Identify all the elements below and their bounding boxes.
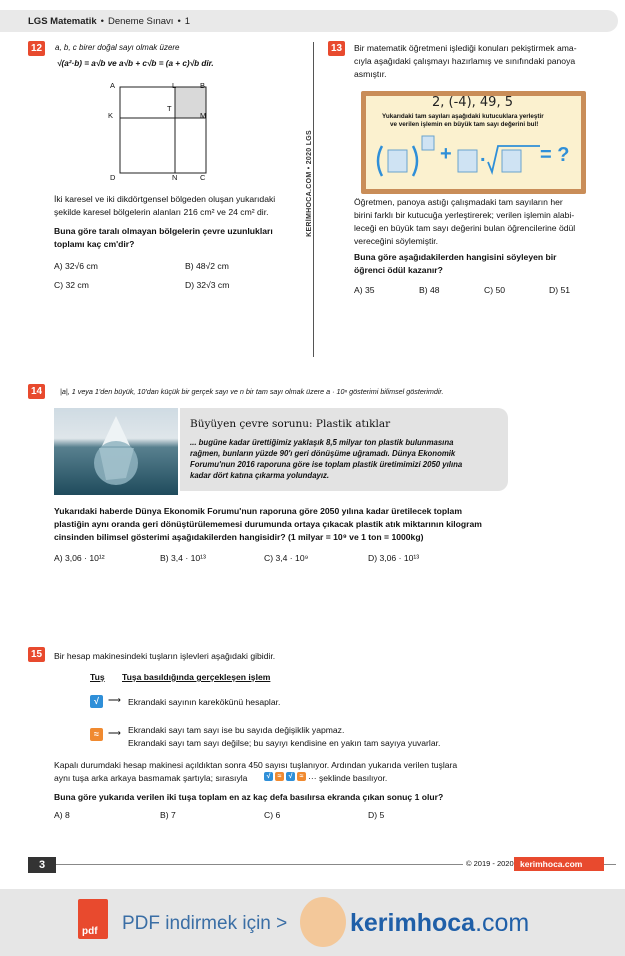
q15-question: Buna göre yukarıda verilen iki tuşa toplam en az kaç defa basılırsa ekranda çıkan sonuç 1 olur?	[54, 792, 444, 802]
banner-site[interactable]: kerimhoca.com	[350, 909, 530, 937]
header-part: 1	[184, 16, 191, 27]
label-M: M	[200, 111, 207, 120]
news-text-3: Forumu'nun 2016 raporuna göre ise toplam plastik üretimimizi 2050 yılına	[190, 460, 463, 469]
mascot-avatar	[300, 897, 346, 947]
news-text-4: kadar dört katına çıkarma yolundayız.	[190, 471, 330, 480]
arrow-icon: ⟶	[108, 728, 121, 738]
q12-given: a, b, c birer doğal sayı olmak üzere	[55, 43, 180, 52]
table-header-key: Tuş	[90, 672, 105, 682]
page-number: 3	[28, 857, 56, 873]
q13-option-a[interactable]: A) 35	[354, 285, 375, 295]
q15-intro: Bir hesap makinesindeki tuşların işlevleri aşağıdaki gibidir.	[54, 651, 276, 661]
q14-option-c[interactable]: C) 3,4 · 10⁹	[264, 553, 309, 563]
iceberg-plastic-image	[54, 408, 178, 495]
side-watermark: KERİMHOCA.COM • 2020 LGS	[306, 130, 313, 237]
q13-text-6: leceği en büyük tam sayı değerini bulan öğrencilerine ödül	[354, 223, 576, 233]
label-T: T	[167, 104, 172, 113]
news-title: Büyüyen çevre sorunu: Plastik atıklar	[190, 418, 391, 430]
label-N: N	[172, 173, 178, 182]
q13-option-d[interactable]: D) 51	[549, 285, 571, 295]
header-exam: Deneme Sınavı	[107, 16, 174, 27]
sqrt-key-icon: √	[286, 772, 295, 781]
q12-question-1: Buna göre taralı olmayan bölgelerin çevre uzunlukları	[54, 226, 273, 236]
q15-option-c[interactable]: C) 6	[264, 810, 281, 820]
q12-text-2: şekilde karesel bölgelerin alanları 216 cm² ve 24 cm² dir.	[54, 207, 269, 217]
q12-option-b[interactable]: B) 48√2 cm	[185, 261, 229, 271]
board-dot: .	[480, 144, 486, 166]
q12-question-2: toplamı kaç cm'dir?	[54, 239, 135, 249]
q15-option-b[interactable]: B) 7	[160, 810, 176, 820]
sqrt-key-icon: √	[264, 772, 273, 781]
board-plus: +	[440, 143, 452, 165]
q15-option-d[interactable]: D) 5	[368, 810, 385, 820]
q12-formula: √(a²·b) = a√b ve a√b + c√b = (a + c)√b dir.	[57, 59, 214, 68]
label-D: D	[110, 173, 116, 182]
copyright: © 2019 - 2020	[463, 859, 517, 868]
key2-description-1: Ekrandaki sayı tam sayı ise bu sayıda değişiklik yapmaz.	[128, 725, 345, 735]
q15-text-2: aynı tuşa arka arkaya basmamak şartıyla; sırasıyla	[54, 773, 248, 783]
q13-text-line1: Bir matematik öğretmeni işlediği konuları pekiştirmek ama-	[354, 43, 577, 53]
question-number: 15	[28, 647, 45, 662]
round-key-icon: ≈	[275, 772, 284, 781]
board-numbers: 2, (-4), 49, 5	[432, 95, 513, 110]
column-divider	[313, 42, 314, 357]
board-equals: = ?	[540, 144, 570, 166]
q13-option-c[interactable]: C) 50	[484, 285, 506, 295]
question-number: 13	[328, 41, 345, 56]
key2-description-2: Ekrandaki sayı tam sayı değilse; bu sayıyı kendisine en yakın tam sayıya yuvarlar.	[128, 738, 441, 748]
q12-square-figure	[105, 78, 220, 183]
label-K: K	[108, 111, 114, 120]
q14-question-2: plastiğin aynı oranda geri dönüştürülememesi durumunda ortaya çıkacak plastik atık miktarının kilogram	[54, 519, 482, 529]
q13-text-line2: cıyla aşağıdaki çalışmayı hazırlamış ve sınıfındaki panoya	[354, 56, 576, 66]
q14-option-b[interactable]: B) 3,4 · 10¹³	[160, 553, 206, 563]
question-number: 12	[28, 41, 45, 56]
round-key-icon: ≈	[297, 772, 306, 781]
q15-option-a[interactable]: A) 8	[54, 810, 70, 820]
table-header-action: Tuşa basıldığında gerçekleşen işlem	[122, 672, 271, 682]
q13-question-2: öğrenci ödül kazanır?	[354, 265, 443, 275]
q12-option-d[interactable]: D) 32√3 cm	[185, 280, 230, 290]
label-A: A	[110, 81, 116, 90]
q13-text-7: vereceğini söylemiştir.	[354, 236, 439, 246]
q12-text-1: İki karesel ve iki dikdörtgensel bölgeden oluşan yukarıdaki	[54, 194, 276, 204]
q13-text-4: Öğretmen, panoya astığı çalışmadaki tam sayıların her	[354, 197, 563, 207]
q13-text-line3: asmıştır.	[354, 69, 387, 79]
q14-question-3: cinsinden bilimsel gösterimi aşağıdakilerden hangisidir? (1 milyar = 10⁹ ve 1 ton = 1000kg)	[54, 532, 424, 542]
q13-question-1: Buna göre aşağıdakilerden hangisini söyleyen bir	[354, 252, 557, 262]
header-subject: LGS Matematik	[28, 16, 97, 27]
q14-option-d[interactable]: D) 3,06 · 10¹³	[368, 553, 420, 563]
header-title: LGS Matematik • Deneme Sınavı • 1	[28, 16, 191, 27]
q14-intro: |a|, 1 veya 1'den büyük, 10'dan küçük bir gerçek sayı ve n bir tam sayı olmak üzere a · 10ⁿ gösterimi bilimsel gösterimdir.	[60, 387, 444, 396]
q15-text-3: ··· şeklinde basılıyor.	[308, 773, 388, 783]
key1-description: Ekrandaki sayının karekökünü hesaplar.	[128, 697, 281, 707]
q15-text-1: Kapalı durumdaki hesap makinesi açıldıktan sonra 450 sayısı tuşlanıyor. Ardından yukarıda verilen tuşlara	[54, 760, 458, 770]
q14-option-a[interactable]: A) 3,06 · 10¹²	[54, 553, 105, 563]
label-L: L	[172, 81, 177, 90]
news-text-1: ... bugüne kadar ürettiğimiz yaklaşık 8,5 milyar ton plastik bulunmasına	[190, 438, 454, 447]
q12-option-a[interactable]: A) 32√6 cm	[54, 261, 98, 271]
label-C: C	[200, 173, 206, 182]
news-text-2: rağmen, bunların yüzde 90'ı geri dönüşüme uğramadı. Dünya Ekonomik	[190, 449, 456, 458]
banner-text: PDF indirmek için >	[122, 913, 288, 934]
round-key-icon: ≈	[90, 728, 103, 741]
q12-option-c[interactable]: C) 32 cm	[54, 280, 89, 290]
pdf-icon-label: pdf	[82, 926, 98, 937]
sqrt-key-icon: √	[90, 695, 103, 708]
board-instruction-1: Yukarıdaki tam sayıları aşağıdaki kutucuklara yerleştir	[382, 113, 544, 120]
q14-question-1: Yukarıdaki haberde Dünya Ekonomik Forumu'nun raporuna göre 2050 yılına kadar üretilecek toplam	[54, 506, 462, 516]
footer-brand-link[interactable]: kerimhoca.com	[514, 857, 604, 871]
q13-text-5: birini farklı bir kutucuğa yerleştirerek; verilen işlemin alabi-	[354, 210, 575, 220]
arrow-icon: ⟶	[108, 695, 121, 705]
label-B: B	[200, 81, 206, 90]
board-instruction-2: ve verilen işlemin en büyük tam sayı değerini bul!	[390, 121, 539, 128]
question-number: 14	[28, 384, 45, 399]
q13-option-b[interactable]: B) 48	[419, 285, 440, 295]
